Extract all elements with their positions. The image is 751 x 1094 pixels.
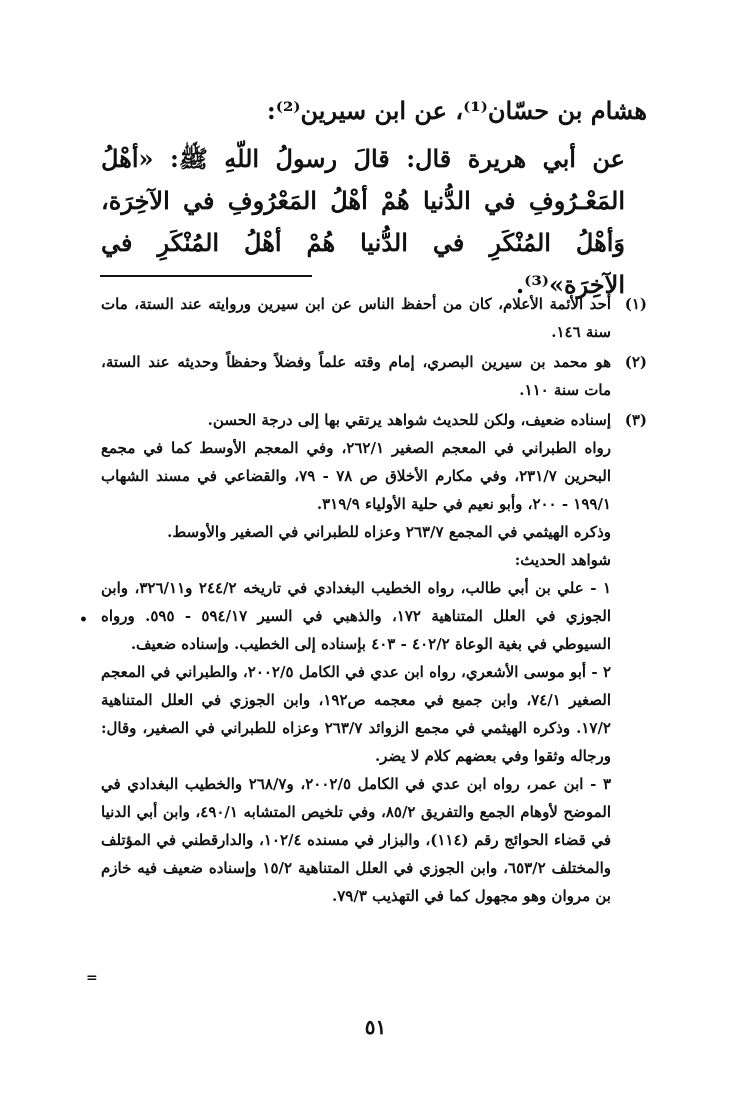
- footnote-haythami: وذكره الهيثمي في المجمع ٢٦٣/٧ وعزاه للطبراني في الصغير والأوسط.: [167, 523, 611, 541]
- footnote-tabarani: رواه الطبراني في المعجم الصغير ٢٦٢/١، وفي المعجم الأوسط كما في مجمع البحرين ٢٣١/٧، وفي مكارم الأخلاق ص ٧٨ - ٧٩، والقضاعي في مسند الشهاب ١٩٩/١ - ٢٠٠، وأبو نعيم في حلية الأولياء ٣١٩/٩.: [101, 439, 612, 513]
- margin-mark: =: [86, 970, 98, 986]
- footnote-text: هو محمد بن سيرين البصري، إمام وقته علماً وفضلاً وحفظاً وحديثه عند الستة، مات سنة ١١٠.: [101, 353, 611, 399]
- footnote-intro: إسناده ضعيف، ولكن للحديث شواهد يرتقي بها إلى درجة الحسن.: [207, 411, 611, 429]
- witness-3: ٣ - ابن عمر، رواه ابن عدي في الكامل ٢٠٠٢/٥، و٢٦٨/٧ والخطيب البغدادي في الموضح لأوهام الجمع والتفريق ٨٥/٢، وفي تلخيص المتشابه ٤٩٠/١، وابن أبي الدنيا في قضاء الحوائج رقم (١١٤)، والبزار في مسنده ١٠٢/٤، والدارقطني في المؤتلف والمختلف ٦٥٣/٢، وابن الجوزي في العلل المتناهية ١٥/٢ وإسناده ضعيف فيه خازم بن مروان وهو مجهول كما في التهذيب ٧٩/٣.: [101, 775, 612, 905]
- footnote-1: [101, 290, 647, 346]
- footnote-number: (٣): [624, 411, 647, 429]
- hadith-text: [101, 90, 647, 306]
- witness-1: ١ - علي بن أبي طالب، رواه الخطيب البغدادي في تاريخه ٢٤٤/٢ و٣٢٦/١١، وابن الجوزي في العلل المتناهية ١٧٢، والذهبي في السير ٥٩٤/١٧ - ٥٩٥. ورواه السيوطي في بغية الوعاة ٤٠٢/٢ - ٤٠٣ بإسناده إلى الخطيب. وإسناده ضعيف.: [101, 579, 612, 653]
- page-number: ٥١: [364, 1015, 387, 1039]
- witnesses-heading: شواهد الحديث:: [514, 551, 611, 569]
- footnote-text: أحد الأئمة الأعلام، كان من أحفظ الناس عن ابن سيرين وروايته عند الستة، مات سنة ١٤٦.: [101, 295, 611, 341]
- hadith-matn: عن أبي هريرة قال: قالَ رسولُ اللّهِ ﷺ: «أهْلُ المَعْـرُوفِ في الدُّنيا هُمْ أهْلُ المَعْرُوفِ في الآخِرَة، وَأهْلُ المُنْكَرِ في الدُّنيا هُمْ أهْلُ المُنْكَرِ في الآخِرَة»⁽³⁾.: [101, 144, 625, 299]
- witness-2: ٢ - أبو موسى الأشعري، رواه ابن عدي في الكامل ٢٠٠٢/٥، والطبراني في المعجم الصغير ٧٤/١، وابن جميع في معجمه ص١٩٢، وابن الجوزي في العلل المتناهية ١٧/٢. وذكره الهيثمي في مجمع الزوائد ٢٦٣/٧ وعزاه للطبراني في الصغير، وقال: ورجاله وثقوا وفي بعضهم كلام لا يضر.: [101, 663, 611, 765]
- footnote-3: [101, 406, 647, 910]
- margin-dot: •: [79, 612, 88, 628]
- isnad-line: هشام بن حسّان⁽¹⁾، عن ابن سيرين⁽²⁾:: [266, 96, 647, 125]
- footnote-number: (١): [624, 295, 647, 313]
- footnotes: [101, 290, 647, 912]
- footnote-2: [101, 348, 647, 404]
- footnote-number: (٢): [624, 353, 647, 371]
- footnote-separator: [100, 275, 312, 277]
